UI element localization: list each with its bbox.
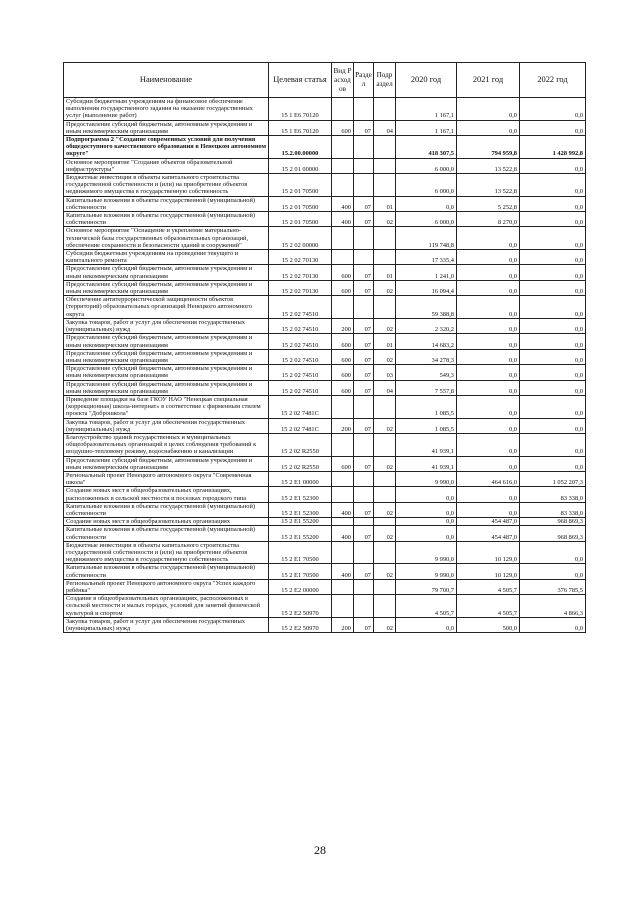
row-2020-value-cell: 0,0	[396, 526, 457, 541]
row-subsection-cell	[374, 174, 396, 197]
row-target-article-cell: 15 2 02 70130	[269, 280, 332, 295]
row-section-cell	[354, 227, 374, 250]
row-section-cell	[354, 174, 374, 197]
row-2022-value-cell: 1 428 992,8	[520, 136, 586, 159]
row-2020-value-cell: 0,0	[396, 617, 457, 632]
row-subsection-cell	[374, 395, 396, 418]
header-year-2021: 2021 год	[457, 63, 520, 98]
row-expense-type-cell	[332, 250, 354, 265]
row-name-cell: Закупка товаров, работ и услуг для обеспечения государственных (муниципальных) нужд	[64, 617, 269, 632]
row-name-cell: Бюджетные инвестиции в объекты капитального строительства государственной собственности и (или) на приобретение объектов недвижимого имущества в государственную собственность	[64, 541, 269, 564]
row-expense-type-cell: 600	[332, 265, 354, 280]
table-row	[64, 502, 586, 517]
row-2022-value-cell: 0,0	[520, 395, 586, 418]
row-subsection-cell	[374, 433, 396, 456]
table-row	[64, 579, 586, 594]
row-target-article-cell: 15 2 Е1 52300	[269, 487, 332, 502]
row-target-article-cell: 15 2 Е2 50970	[269, 617, 332, 632]
row-subsection-cell	[374, 487, 396, 502]
row-2022-value-cell: 0,0	[520, 418, 586, 433]
row-subsection-cell: 02	[374, 564, 396, 579]
table-row	[64, 487, 586, 502]
row-2021-value-cell: 0,0	[457, 265, 520, 280]
table-row	[64, 518, 586, 526]
row-section-cell	[354, 579, 374, 594]
row-2021-value-cell: 0,0	[457, 418, 520, 433]
row-2020-value-cell: 41 939,1	[396, 433, 457, 456]
row-section-cell: 07	[354, 196, 374, 211]
row-section-cell	[354, 487, 374, 502]
row-section-cell	[354, 98, 374, 121]
row-expense-type-cell: 600	[332, 280, 354, 295]
row-name-cell: Предоставление субсидий бюджетным, автономным учреждениям и иным некоммерческим организациям	[64, 365, 269, 380]
row-2020-value-cell: 6 000,0	[396, 212, 457, 227]
row-expense-type-cell: 200	[332, 318, 354, 333]
row-expense-type-cell	[332, 158, 354, 173]
row-2022-value-cell: 0,0	[520, 280, 586, 295]
row-expense-type-cell: 200	[332, 418, 354, 433]
row-2020-value-cell: 549,3	[396, 365, 457, 380]
row-target-article-cell: 15 2 Е1 00000	[269, 471, 332, 486]
row-subsection-cell	[374, 227, 396, 250]
row-2020-value-cell: 7 557,8	[396, 380, 457, 395]
row-subsection-cell: 04	[374, 380, 396, 395]
row-2021-value-cell: 4 505,7	[457, 579, 520, 594]
row-section-cell: 07	[354, 564, 374, 579]
row-2021-value-cell: 0,0	[457, 365, 520, 380]
row-2020-value-cell: 0,0	[396, 487, 457, 502]
row-name-cell: Региональный проект Ненецкого автономного округа "Успех каждого ребёнка"	[64, 579, 269, 594]
row-2021-value-cell: 0,0	[457, 487, 520, 502]
row-section-cell	[354, 471, 374, 486]
row-name-cell: Предоставление субсидий бюджетным, автономным учреждениям и иным некоммерческим организациям	[64, 280, 269, 295]
row-subsection-cell	[374, 471, 396, 486]
row-section-cell	[354, 518, 374, 526]
row-2020-value-cell: 1 085,5	[396, 395, 457, 418]
row-target-article-cell: 15 1 Е6 70120	[269, 98, 332, 121]
row-2022-value-cell: 0,0	[520, 456, 586, 471]
row-name-cell: Предоставление субсидий бюджетным, автономным учреждениям и иным некоммерческим организациям	[64, 120, 269, 135]
row-name-cell: Капитальные вложения в объекты государственной (муниципальной) собственности	[64, 526, 269, 541]
table-row	[64, 456, 586, 471]
row-2021-value-cell: 8 270,0	[457, 212, 520, 227]
row-subsection-cell	[374, 296, 396, 319]
table-row	[64, 365, 586, 380]
table-row	[64, 595, 586, 618]
row-target-article-cell: 15 2 02 70130	[269, 265, 332, 280]
row-2022-value-cell: 0,0	[520, 564, 586, 579]
row-subsection-cell: 01	[374, 265, 396, 280]
row-2020-value-cell: 0,0	[396, 196, 457, 211]
header-subsection: Подраздел	[374, 63, 396, 98]
row-subsection-cell	[374, 595, 396, 618]
row-2021-value-cell: 454 487,0	[457, 518, 520, 526]
row-target-article-cell: 15 2 02 70130	[269, 250, 332, 265]
row-subsection-cell	[374, 541, 396, 564]
row-target-article-cell: 15 2 01 70500	[269, 212, 332, 227]
row-name-cell: Предоставление субсидий бюджетным, автономным учреждениям и иным некоммерческим организациям	[64, 265, 269, 280]
row-2021-value-cell: 13 522,8	[457, 158, 520, 173]
row-2020-value-cell: 6 000,0	[396, 174, 457, 197]
row-subsection-cell	[374, 518, 396, 526]
row-2020-value-cell: 4 505,7	[396, 595, 457, 618]
table-row	[64, 158, 586, 173]
row-subsection-cell: 02	[374, 526, 396, 541]
row-target-article-cell: 15 2 Е2 00000	[269, 579, 332, 594]
row-2020-value-cell: 9 990,0	[396, 541, 457, 564]
row-name-cell: Капитальные вложения в объекты государственной (муниципальной) собственности	[64, 564, 269, 579]
table-row	[64, 296, 586, 319]
row-section-cell	[354, 136, 374, 159]
row-subsection-cell: 02	[374, 502, 396, 517]
row-section-cell: 07	[354, 502, 374, 517]
row-name-cell: Создание новых мест в общеобразовательных организациях, расположенных в сельской местности и поселках городского типа	[64, 487, 269, 502]
row-section-cell: 07	[354, 365, 374, 380]
row-2020-value-cell: 0,0	[396, 502, 457, 517]
row-expense-type-cell	[332, 98, 354, 121]
table-header-row	[64, 63, 586, 98]
table-row	[64, 564, 586, 579]
row-subsection-cell	[374, 136, 396, 159]
row-2020-value-cell: 14 683,2	[396, 334, 457, 349]
row-2022-value-cell: 376 785,5	[520, 579, 586, 594]
row-2022-value-cell: 0,0	[520, 380, 586, 395]
row-subsection-cell: 02	[374, 617, 396, 632]
budget-table	[63, 62, 586, 633]
row-2022-value-cell: 83 338,0	[520, 487, 586, 502]
row-2020-value-cell: 1 241,0	[396, 265, 457, 280]
row-target-article-cell: 15 2 02 74510	[269, 365, 332, 380]
row-target-article-cell: 15 2 02 74510	[269, 296, 332, 319]
row-name-cell: Региональный проект Ненецкого автономного округа "Современная школа"	[64, 471, 269, 486]
header-expense-type: Вид Расходов	[332, 63, 354, 98]
row-2022-value-cell: 4 866,3	[520, 595, 586, 618]
row-subsection-cell: 02	[374, 280, 396, 295]
row-expense-type-cell: 600	[332, 120, 354, 135]
row-2021-value-cell: 5 252,8	[457, 196, 520, 211]
row-section-cell: 07	[354, 334, 374, 349]
row-name-cell: Создание новых мест в общеобразовательных организациях	[64, 518, 269, 526]
header-name: Наименование	[64, 63, 269, 98]
row-name-cell: Субсидии бюджетным учреждениям на проведение текущего и капитального ремонта	[64, 250, 269, 265]
table-row	[64, 250, 586, 265]
row-2022-value-cell: 0,0	[520, 158, 586, 173]
row-2022-value-cell: 1 052 207,3	[520, 471, 586, 486]
row-2022-value-cell: 0,0	[520, 349, 586, 364]
row-2020-value-cell: 41 939,1	[396, 456, 457, 471]
row-expense-type-cell	[332, 541, 354, 564]
row-expense-type-cell: 400	[332, 502, 354, 517]
row-name-cell: Субсидии бюджетным учреждениям на финансовое обеспечение выполнения государственного задания на оказание государственных услуг (выполнение работ)	[64, 98, 269, 121]
row-section-cell: 07	[354, 418, 374, 433]
row-name-cell: Бюджетные инвестиции в объекты капитального строительства государственной собственности и (или) на приобретение объектов недвижимого имущества в государственную собственность	[64, 174, 269, 197]
row-2022-value-cell: 83 338,0	[520, 502, 586, 517]
row-2021-value-cell: 0,0	[457, 349, 520, 364]
row-target-article-cell: 15 2 01 70500	[269, 174, 332, 197]
row-subsection-cell: 02	[374, 349, 396, 364]
row-2022-value-cell: 0,0	[520, 296, 586, 319]
row-2022-value-cell: 0,0	[520, 250, 586, 265]
row-subsection-cell: 01	[374, 334, 396, 349]
row-name-cell: Подпрограмма 2 "Создание современных условий для получения общедоступного качественного образования в Ненецком автономном округе"	[64, 136, 269, 159]
row-2021-value-cell: 0,0	[457, 395, 520, 418]
row-target-article-cell: 15 1 Е6 70120	[269, 120, 332, 135]
row-2021-value-cell: 10 129,0	[457, 541, 520, 564]
row-target-article-cell: 15 2 02 R2550	[269, 433, 332, 456]
row-2020-value-cell: 1 167,1	[396, 98, 457, 121]
table-body	[64, 98, 586, 633]
row-2021-value-cell: 0,0	[457, 433, 520, 456]
row-2020-value-cell: 34 278,3	[396, 349, 457, 364]
row-expense-type-cell	[332, 296, 354, 319]
row-target-article-cell: 15 2 Е1 55200	[269, 518, 332, 526]
row-name-cell: Капитальные вложения в объекты государственной (муниципальной) собственности	[64, 196, 269, 211]
row-2021-value-cell: 0,0	[457, 296, 520, 319]
row-section-cell: 07	[354, 526, 374, 541]
row-name-cell: Предоставление субсидий бюджетным, автономным учреждениям и иным некоммерческим организациям	[64, 349, 269, 364]
row-expense-type-cell	[332, 595, 354, 618]
row-2022-value-cell: 0,0	[520, 433, 586, 456]
row-name-cell: Основное мероприятие "Оснащение и укрепление материально-технической базы государственных образовательных организаций, обеспечение сохранности и безопасности зданий и сооружений"	[64, 227, 269, 250]
row-name-cell: Капитальные вложения в объекты государственной (муниципальной) собственности	[64, 212, 269, 227]
row-section-cell: 07	[354, 349, 374, 364]
row-section-cell	[354, 296, 374, 319]
row-2022-value-cell: 0,0	[520, 196, 586, 211]
row-name-cell: Приведение площадки на базе ГКОУ НАО "Ненецкая специальная (коррекционная) школа-интернат» в соответствие с фирменным стилем проекта "Доброшкола"	[64, 395, 269, 418]
header-year-2022: 2022 год	[520, 63, 586, 98]
table-row	[64, 98, 586, 121]
row-expense-type-cell	[332, 471, 354, 486]
row-name-cell: Предоставление субсидий бюджетным, автономным учреждениям и иным некоммерческим организациям	[64, 456, 269, 471]
row-2021-value-cell: 4 505,7	[457, 595, 520, 618]
row-target-article-cell: 15 2 Е1 70500	[269, 564, 332, 579]
row-2021-value-cell: 10 129,0	[457, 564, 520, 579]
table-row	[64, 318, 586, 333]
row-name-cell: Основное мероприятие "Создание объектов образовательной инфраструктуры"	[64, 158, 269, 173]
row-subsection-cell: 01	[374, 196, 396, 211]
row-section-cell	[354, 395, 374, 418]
row-subsection-cell	[374, 579, 396, 594]
row-expense-type-cell: 400	[332, 196, 354, 211]
row-expense-type-cell	[332, 136, 354, 159]
row-2022-value-cell: 0,0	[520, 98, 586, 121]
row-section-cell: 07	[354, 212, 374, 227]
row-2020-value-cell: 79 700,7	[396, 579, 457, 594]
row-2021-value-cell: 0,0	[457, 380, 520, 395]
row-section-cell: 07	[354, 120, 374, 135]
table-row	[64, 433, 586, 456]
row-2021-value-cell: 454 487,0	[457, 526, 520, 541]
table-row	[64, 617, 586, 632]
row-name-cell: Создание в общеобразовательных организациях, расположенных в сельской местности и малых городах, условий для занятий физической культурой и спортом	[64, 595, 269, 618]
header-section: Раздел	[354, 63, 374, 98]
row-2020-value-cell: 2 320,2	[396, 318, 457, 333]
row-2021-value-cell: 13 522,8	[457, 174, 520, 197]
row-target-article-cell: 15 2 02 74510	[269, 334, 332, 349]
row-2021-value-cell: 794 959,8	[457, 136, 520, 159]
table-row	[64, 196, 586, 211]
row-2021-value-cell: 0,0	[457, 250, 520, 265]
row-target-article-cell: 15 2 01 70500	[269, 196, 332, 211]
row-target-article-cell: 15 2 01 00000	[269, 158, 332, 173]
row-section-cell: 07	[354, 456, 374, 471]
row-2022-value-cell: 0,0	[520, 617, 586, 632]
row-section-cell	[354, 541, 374, 564]
row-expense-type-cell: 600	[332, 349, 354, 364]
row-2021-value-cell: 0,0	[457, 280, 520, 295]
row-name-cell: Обеспечение антитеррористической защищенности объектов (территорий) образовательных организаций Ненецкого автономного округа	[64, 296, 269, 319]
row-2021-value-cell: 0,0	[457, 502, 520, 517]
row-section-cell: 07	[354, 318, 374, 333]
row-target-article-cell: 15.2.00.00000	[269, 136, 332, 159]
row-section-cell: 07	[354, 265, 374, 280]
row-expense-type-cell	[332, 227, 354, 250]
row-2021-value-cell: 0,0	[457, 120, 520, 135]
row-2021-value-cell: 0,0	[457, 456, 520, 471]
table-row	[64, 418, 586, 433]
row-subsection-cell: 02	[374, 456, 396, 471]
row-target-article-cell: 15 2 Е2 50970	[269, 595, 332, 618]
page-number: 28	[314, 843, 326, 857]
row-2022-value-cell: 0,0	[520, 120, 586, 135]
row-expense-type-cell	[332, 174, 354, 197]
row-2022-value-cell: 0,0	[520, 541, 586, 564]
table-row	[64, 395, 586, 418]
table-row	[64, 136, 586, 159]
row-section-cell: 07	[354, 380, 374, 395]
row-2022-value-cell: 0,0	[520, 265, 586, 280]
row-2022-value-cell: 0,0	[520, 174, 586, 197]
row-expense-type-cell: 600	[332, 365, 354, 380]
row-name-cell: Закупка товаров, работ и услуг для обеспечения государственных (муниципальных) нужд	[64, 418, 269, 433]
row-expense-type-cell	[332, 433, 354, 456]
row-subsection-cell: 02	[374, 318, 396, 333]
row-target-article-cell: 15 2 Е1 52300	[269, 502, 332, 517]
row-target-article-cell: 15 2 02 R2550	[269, 456, 332, 471]
row-subsection-cell: 04	[374, 120, 396, 135]
row-2020-value-cell: 0,0	[396, 518, 457, 526]
table-row	[64, 349, 586, 364]
row-2020-value-cell: 59 388,8	[396, 296, 457, 319]
row-2020-value-cell: 9 990,0	[396, 564, 457, 579]
row-target-article-cell: 15 2 02 74510	[269, 380, 332, 395]
row-target-article-cell: 15 2 02 7481С	[269, 418, 332, 433]
table-row	[64, 541, 586, 564]
row-expense-type-cell	[332, 487, 354, 502]
row-target-article-cell: 15 2 02 74510	[269, 349, 332, 364]
row-2022-value-cell: 0,0	[520, 212, 586, 227]
row-expense-type-cell	[332, 518, 354, 526]
header-year-2020: 2020 год	[396, 63, 457, 98]
row-name-cell: Закупка товаров, работ и услуг для обеспечения государственных (муниципальных) нужд	[64, 318, 269, 333]
row-expense-type-cell	[332, 395, 354, 418]
row-2022-value-cell: 968 869,3	[520, 518, 586, 526]
row-expense-type-cell: 600	[332, 380, 354, 395]
row-name-cell: Капитальные вложения в объекты государственной (муниципальной) собственности	[64, 502, 269, 517]
row-target-article-cell: 15 2 02 74510	[269, 318, 332, 333]
row-2022-value-cell: 968 869,3	[520, 526, 586, 541]
table-row	[64, 334, 586, 349]
row-expense-type-cell: 200	[332, 617, 354, 632]
row-2021-value-cell: 0,0	[457, 98, 520, 121]
row-target-article-cell: 15 2 Е1 55200	[269, 526, 332, 541]
table-row	[64, 265, 586, 280]
row-section-cell: 07	[354, 280, 374, 295]
row-2022-value-cell: 0,0	[520, 318, 586, 333]
row-expense-type-cell: 400	[332, 212, 354, 227]
row-target-article-cell: 15 2 02 7481С	[269, 395, 332, 418]
row-expense-type-cell: 600	[332, 456, 354, 471]
row-2022-value-cell: 0,0	[520, 227, 586, 250]
header-target-article: Целевая статья	[269, 63, 332, 98]
row-2020-value-cell: 17 335,4	[396, 250, 457, 265]
row-name-cell: Предоставление субсидий бюджетным, автономным учреждениям и иным некоммерческим организациям	[64, 334, 269, 349]
row-2020-value-cell: 1 085,5	[396, 418, 457, 433]
row-2020-value-cell: 418 307,5	[396, 136, 457, 159]
row-expense-type-cell: 400	[332, 564, 354, 579]
table-row	[64, 526, 586, 541]
row-2022-value-cell: 0,0	[520, 334, 586, 349]
row-name-cell: Благоустройство зданий государственных и муниципальных общеобразовательных организаций в целях соблюдения требований к воздушно-тепловому режиму, водоснабжению и канализации	[64, 433, 269, 456]
table-row	[64, 174, 586, 197]
row-name-cell: Предоставление субсидий бюджетным, автономным учреждениям и иным некоммерческим организациям	[64, 380, 269, 395]
row-subsection-cell	[374, 98, 396, 121]
row-expense-type-cell: 400	[332, 526, 354, 541]
row-subsection-cell: 02	[374, 418, 396, 433]
row-subsection-cell: 03	[374, 365, 396, 380]
row-2020-value-cell: 9 990,0	[396, 471, 457, 486]
row-2021-value-cell: 0,0	[457, 318, 520, 333]
row-section-cell	[354, 158, 374, 173]
table-row	[64, 280, 586, 295]
table-row	[64, 380, 586, 395]
table-row	[64, 212, 586, 227]
row-2020-value-cell: 119 748,8	[396, 227, 457, 250]
row-subsection-cell	[374, 158, 396, 173]
row-target-article-cell: 15 2 02 00000	[269, 227, 332, 250]
table-row	[64, 227, 586, 250]
row-2020-value-cell: 6 000,0	[396, 158, 457, 173]
row-expense-type-cell	[332, 579, 354, 594]
row-target-article-cell: 15 2 Е1 70500	[269, 541, 332, 564]
row-section-cell	[354, 250, 374, 265]
row-expense-type-cell: 600	[332, 334, 354, 349]
table-row	[64, 120, 586, 135]
table-row	[64, 471, 586, 486]
row-2020-value-cell: 1 167,1	[396, 120, 457, 135]
row-section-cell	[354, 595, 374, 618]
row-subsection-cell	[374, 250, 396, 265]
row-subsection-cell: 02	[374, 212, 396, 227]
row-2021-value-cell: 0,0	[457, 227, 520, 250]
row-section-cell: 07	[354, 617, 374, 632]
row-2021-value-cell: 464 616,0	[457, 471, 520, 486]
row-2021-value-cell: 0,0	[457, 334, 520, 349]
row-2021-value-cell: 500,0	[457, 617, 520, 632]
row-section-cell	[354, 433, 374, 456]
row-2022-value-cell: 0,0	[520, 365, 586, 380]
row-2020-value-cell: 16 094,4	[396, 280, 457, 295]
